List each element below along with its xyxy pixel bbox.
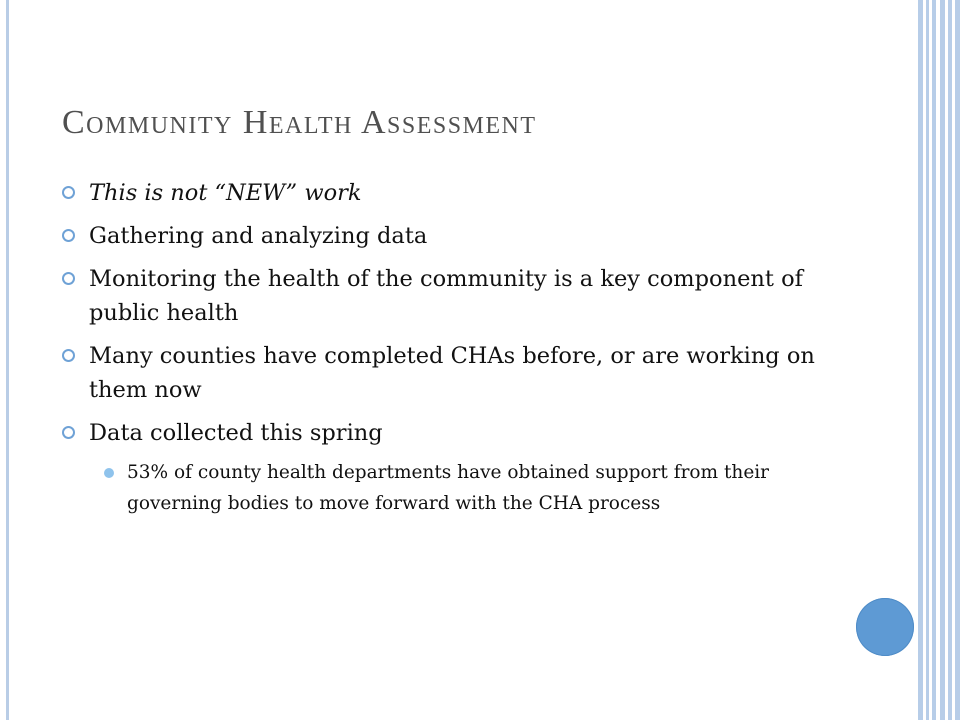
left-border-line [6,0,9,720]
stripe [932,0,936,720]
stripe [918,0,923,720]
sub-bullet-item [62,457,822,519]
bullet-text: This is not “NEW” work [89,180,362,206]
bullet-item [62,416,822,450]
bullet-text: Gathering and analyzing data [89,223,428,249]
bullet-text: Monitoring the health of the community is a key component of public health [89,266,803,326]
bullet-item [62,176,822,210]
bullet-item [62,339,822,407]
ring-bullet-icon [62,229,75,242]
slide-title: Community Health Assessment [62,104,537,141]
bullet-text: Many counties have completed CHAs before, or are working on them now [89,343,815,403]
bullet-item [62,262,822,330]
bullet-text: Data collected this spring [89,420,383,446]
ring-bullet-icon [62,186,75,199]
dot-bullet-icon [104,468,114,478]
ring-bullet-icon [62,426,75,439]
ring-bullet-icon [62,349,75,362]
ring-bullet-icon [62,272,75,285]
stripe [940,0,945,720]
bullet-item [62,219,822,253]
stripe [926,0,929,720]
bullet-list [62,176,822,519]
sub-bullet-text: 53% of county health departments have obtained support from their governing bodies to move forward with the CHA process [127,462,770,514]
decorative-circle [856,598,914,656]
right-decorative-stripes [918,0,960,720]
stripe [955,0,960,720]
stripe [948,0,952,720]
